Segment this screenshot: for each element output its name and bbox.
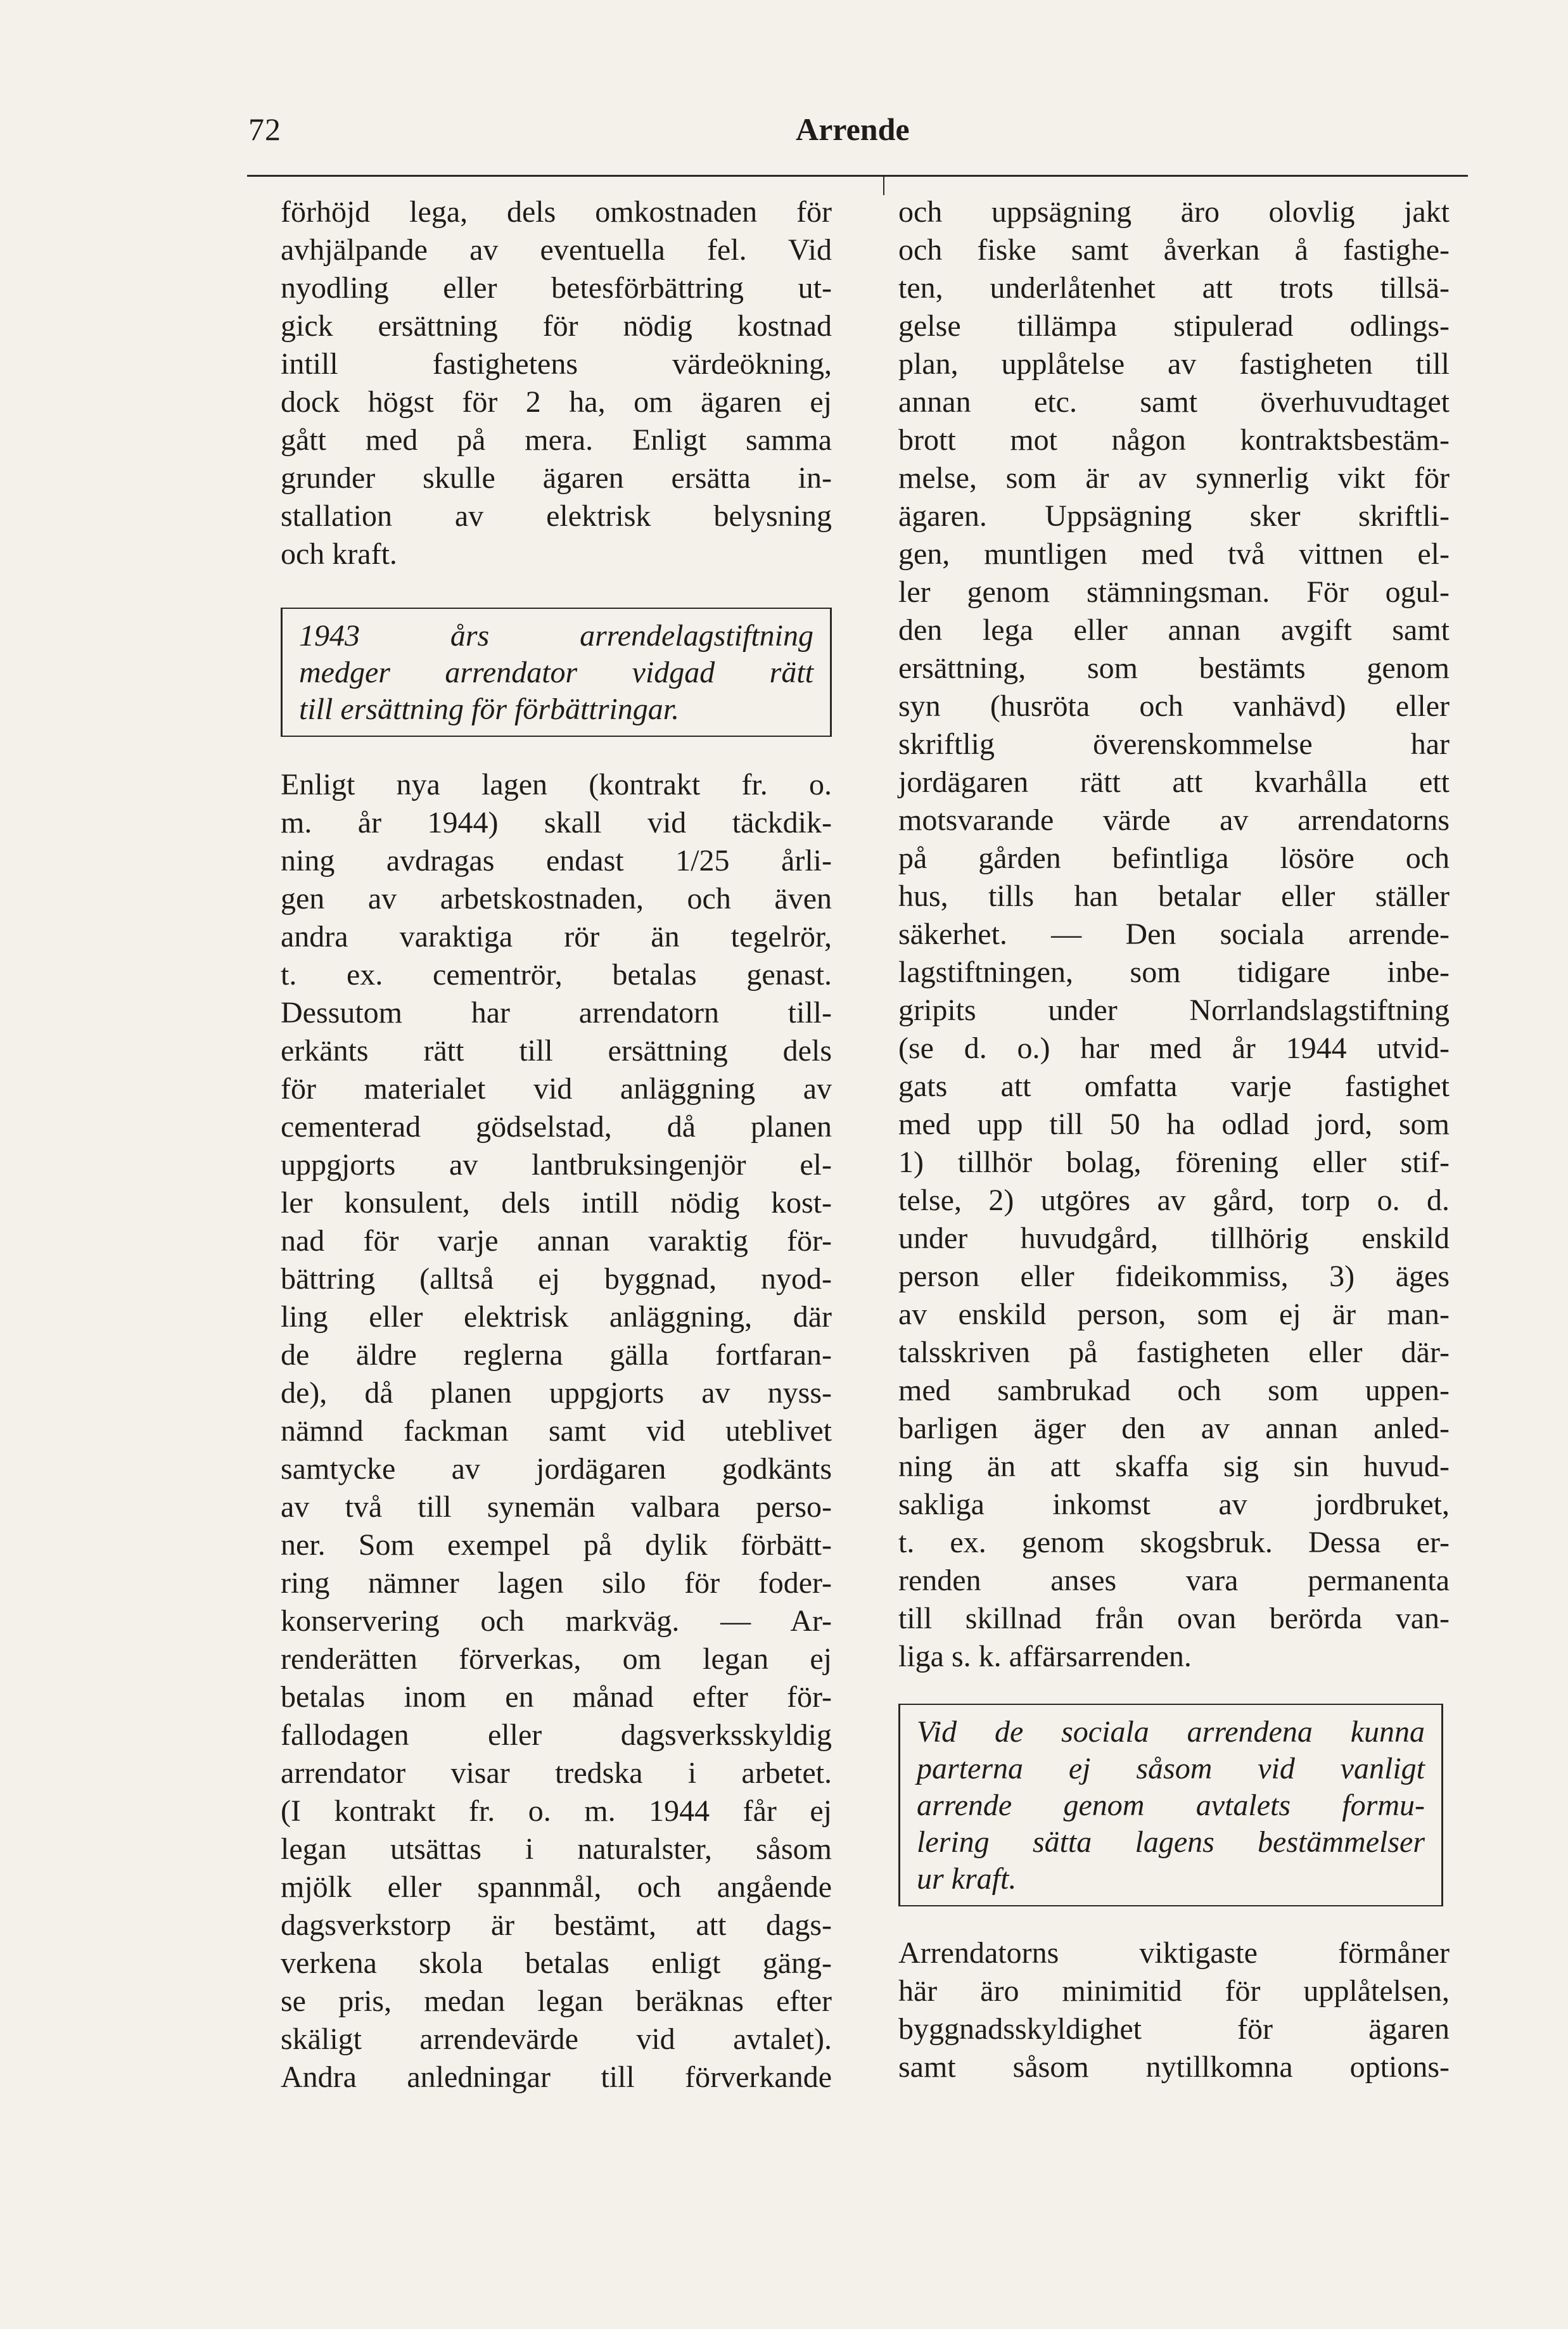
text-line: (se d. o.) har med år 1944 utvid- xyxy=(898,1031,1450,1065)
text-line: se pris, medan legan beräknas efter xyxy=(281,1984,832,2018)
text-line: säkerhet. — Den sociala arrende- xyxy=(898,917,1450,951)
note-line: lering sätta lagens bestämmelser xyxy=(917,1825,1425,1859)
text-line: av enskild person, som ej är man- xyxy=(898,1298,1450,1331)
text-line: till skillnad från ovan berörda van- xyxy=(898,1602,1450,1635)
text-line: av två till synemän valbara perso- xyxy=(281,1490,832,1524)
note-line: arrende genom avtalets formu- xyxy=(917,1789,1425,1822)
text-line: ägaren. Uppsägning sker skriftli- xyxy=(898,499,1450,533)
text-line: annan etc. samt överhuvudtaget xyxy=(898,385,1450,419)
right-paragraph-2 xyxy=(898,1934,1450,2086)
text-line: de äldre reglerna gälla fortfaran- xyxy=(281,1338,832,1372)
text-line: telse, 2) utgöres av gård, torp o. d. xyxy=(898,1184,1450,1217)
text-line: Arrendatorns viktigaste förmåner xyxy=(898,1936,1450,1970)
text-line: här äro minimitid för upplåtelsen, xyxy=(898,1974,1450,2008)
text-line: samtycke av jordägaren godkänts xyxy=(281,1452,832,1486)
text-line: ten, underlåtenhet att trots tillsä- xyxy=(898,271,1450,305)
text-line: melse, som är av synnerlig vikt för xyxy=(898,461,1450,495)
text-line: plan, upplåtelse av fastigheten till xyxy=(898,347,1450,381)
text-line: och fiske samt åverkan å fastighe- xyxy=(898,233,1450,267)
text-line: andra varaktiga rör än tegelrör, xyxy=(281,920,832,954)
text-line: syn (husröta och vanhävd) eller xyxy=(898,689,1450,723)
right-margin-note xyxy=(898,1704,1443,1906)
header-rule xyxy=(247,175,1468,177)
text-line: förhöjd lega, dels omkostnaden för xyxy=(281,195,832,229)
text-line: med sambrukad och som uppen- xyxy=(898,1374,1450,1407)
text-line: ler genom stämningsman. För ogul- xyxy=(898,575,1450,609)
text-line: talsskriven på fastigheten eller där- xyxy=(898,1336,1450,1369)
note-line: till ersättning för förbättringar. xyxy=(299,692,680,726)
text-line: brott mot någon kontraktsbestäm- xyxy=(898,423,1450,457)
text-line: person eller fideikommiss, 3) äges xyxy=(898,1260,1450,1293)
text-line: på gården befintliga lösöre och xyxy=(898,841,1450,875)
text-line: under huvudgård, tillhörig enskild xyxy=(898,1222,1450,1255)
text-line: mjölk eller spannmål, och angående xyxy=(281,1870,832,1904)
text-line: ning än att skaffa sig sin huvud- xyxy=(898,1450,1450,1483)
text-line: skäligt arrendevärde vid avtalet). xyxy=(281,2022,832,2056)
text-line: sakliga inkomst av jordbruket, xyxy=(898,1488,1450,1521)
text-line: uppgjorts av lantbruksingenjör el- xyxy=(281,1148,832,1182)
text-line: gick ersättning för nödig kostnad xyxy=(281,309,832,343)
text-line: motsvarande värde av arrendatorns xyxy=(898,803,1450,837)
text-line: för materialet vid anläggning av xyxy=(281,1072,832,1106)
text-line: samt såsom nytillkomna options- xyxy=(898,2050,1450,2084)
right-paragraph-1 xyxy=(898,193,1450,1676)
text-line: byggnadsskyldighet för ägaren xyxy=(898,2012,1450,2046)
text-line: grunder skulle ägaren ersätta in- xyxy=(281,461,832,495)
text-line: avhjälpande av eventuella fel. Vid xyxy=(281,233,832,267)
text-line: verkena skola betalas enligt gäng- xyxy=(281,1946,832,1980)
text-line: skriftlig överenskommelse har xyxy=(898,727,1450,761)
text-line: ling eller elektrisk anläggning, där xyxy=(281,1300,832,1334)
text-line: gått med på mera. Enligt samma xyxy=(281,423,832,457)
right-column xyxy=(898,193,1450,2086)
text-line: nad för varje annan varaktig för- xyxy=(281,1224,832,1258)
left-paragraph-1 xyxy=(281,193,832,573)
text-line: t. ex. genom skogsbruk. Dessa er- xyxy=(898,1526,1450,1559)
note-line: 1943 års arrendelagstiftning xyxy=(299,619,813,653)
text-line: och uppsägning äro olovlig jakt xyxy=(898,195,1450,229)
left-margin-note xyxy=(281,608,832,737)
text-line: erkänts rätt till ersättning dels xyxy=(281,1034,832,1068)
running-head: Arrende xyxy=(796,112,910,147)
text-line: barligen äger den av annan anled- xyxy=(898,1412,1450,1445)
text-line: legan utsättas i naturalster, såsom xyxy=(281,1832,832,1866)
text-line: bättring (alltså ej byggnad, nyod- xyxy=(281,1262,832,1296)
text-line: renden anses vara permanenta xyxy=(898,1564,1450,1597)
text-line: gripits under Norrlandslagstiftning xyxy=(898,993,1450,1027)
text-line: lagstiftningen, som tidigare inbe- xyxy=(898,955,1450,989)
note-line: Vid de sociala arrendena kunna xyxy=(917,1715,1425,1749)
column-separator-tick xyxy=(883,175,884,195)
text-line: hus, tills han betalar eller ställer xyxy=(898,879,1450,913)
page-number: 72 xyxy=(248,112,281,147)
text-line: ner. Som exempel på dylik förbätt- xyxy=(281,1528,832,1562)
text-line: liga s. k. affärsarrenden. xyxy=(898,1640,1192,1673)
text-line: gats att omfatta varje fastighet xyxy=(898,1069,1450,1103)
text-line: cementerad gödselstad, då planen xyxy=(281,1110,832,1144)
text-line: gelse tillämpa stipulerad odlings- xyxy=(898,309,1450,343)
text-line: ring nämner lagen silo för foder- xyxy=(281,1566,832,1600)
text-line: den lega eller annan avgift samt xyxy=(898,613,1450,647)
text-line: betalas inom en månad efter för- xyxy=(281,1680,832,1714)
text-line: 1) tillhör bolag, förening eller stif- xyxy=(898,1145,1450,1179)
text-line: ning avdragas endast 1/25 årli- xyxy=(281,844,832,877)
text-line: gen av arbetskostnaden, och även xyxy=(281,882,832,916)
text-line: t. ex. cementrör, betalas genast. xyxy=(281,958,832,992)
left-column xyxy=(281,193,832,2096)
text-line: renderätten förverkas, om legan ej xyxy=(281,1642,832,1676)
text-line: Dessutom har arrendatorn till- xyxy=(281,996,832,1030)
text-line: intill fastighetens värdeökning, xyxy=(281,347,832,381)
text-line: de), då planen uppgjorts av nyss- xyxy=(281,1376,832,1410)
text-line: stallation av elektrisk belysning xyxy=(281,499,832,533)
text-line: arrendator visar tredska i arbetet. xyxy=(281,1756,832,1790)
text-line: dagsverkstorp är bestämt, att dags- xyxy=(281,1908,832,1942)
text-line: Enligt nya lagen (kontrakt fr. o. xyxy=(281,768,832,801)
text-line: dock högst för 2 ha, om ägaren ej xyxy=(281,385,832,419)
text-line: gen, muntligen med två vittnen el- xyxy=(898,537,1450,571)
text-line: och kraft. xyxy=(281,537,397,571)
text-line: ler konsulent, dels intill nödig kost- xyxy=(281,1186,832,1220)
text-line: nämnd fackman samt vid uteblivet xyxy=(281,1414,832,1448)
text-line: Andra anledningar till förverkande xyxy=(281,2060,832,2094)
left-paragraph-2 xyxy=(281,766,832,2096)
text-line: (I kontrakt fr. o. m. 1944 får ej xyxy=(281,1794,832,1828)
note-line: medger arrendator vidgad rätt xyxy=(299,656,813,689)
text-line: fallodagen eller dagsverksskyldig xyxy=(281,1718,832,1752)
note-line: ur kraft. xyxy=(917,1862,1017,1896)
text-line: m. år 1944) skall vid täckdik- xyxy=(281,806,832,839)
text-line: med upp till 50 ha odlad jord, som xyxy=(898,1107,1450,1141)
text-line: konservering och markväg. — Ar- xyxy=(281,1604,832,1638)
text-line: ersättning, som bestämts genom xyxy=(898,651,1450,685)
text-line: nyodling eller betesförbättring ut- xyxy=(281,271,832,305)
note-line: parterna ej såsom vid vanligt xyxy=(917,1752,1425,1785)
text-line: jordägaren rätt att kvarhålla ett xyxy=(898,765,1450,799)
